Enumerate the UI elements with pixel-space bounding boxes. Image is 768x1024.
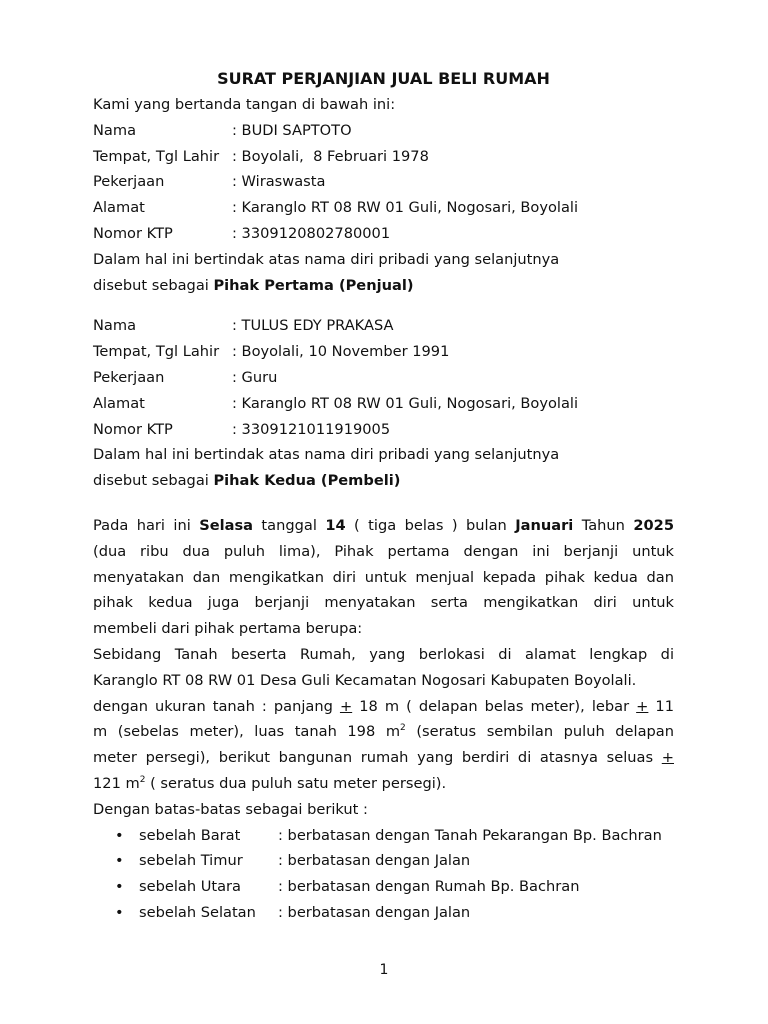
agreement-line: membeli dari pihak pertama berupa: — [93, 620, 363, 638]
second-party-ktp-row — [93, 417, 674, 443]
first-party-name-row — [93, 118, 674, 144]
text: ( tiga belas ) bulan — [345, 516, 516, 534]
second-party-role: Pihak Kedua (Pembeli) — [213, 472, 401, 490]
field-label: Nama — [93, 121, 137, 139]
field-label: Nama — [93, 317, 137, 335]
field-label: Pekerjaan — [93, 173, 165, 191]
agreement-line — [93, 513, 674, 539]
text: Tahun — [573, 516, 634, 534]
field-value: : 3309121011919005 — [232, 420, 391, 438]
superscript: 2 — [139, 774, 146, 785]
plus-minus-symbol: + — [636, 697, 649, 715]
agreement-line: menyatakan dan mengikatkan diri untuk menjual kepada pihak kedua dan — [93, 568, 674, 586]
boundary-label: sebelah Utara — [139, 878, 241, 896]
field-value: : Boyolali, 10 November 1991 — [232, 343, 450, 361]
boundary-text: : berbatasan dengan Jalan — [278, 852, 471, 870]
agreement-line — [93, 694, 674, 720]
list-item — [93, 848, 674, 874]
field-label: Nomor KTP — [93, 224, 173, 242]
agreement-year: 2025 — [633, 516, 674, 534]
bullet-icon: • — [115, 878, 124, 896]
boundary-label: sebelah Timur — [139, 852, 243, 870]
field-label: Nomor KTP — [93, 420, 173, 438]
role-prefix: disebut sebagai — [93, 472, 214, 490]
bullet-icon: • — [115, 826, 124, 844]
superscript: 2 — [400, 723, 406, 734]
text: ( seratus dua puluh satu meter persegi). — [145, 774, 447, 792]
field-label: Tempat, Tgl Lahir — [93, 147, 220, 165]
field-value: : Wiraswasta — [232, 173, 326, 191]
list-item — [93, 823, 674, 849]
agreement-line — [93, 745, 674, 771]
plus-minus-symbol: + — [661, 749, 674, 767]
boundary-text: : berbatasan dengan Tanah Pekarangan Bp. Bachran — [278, 826, 662, 844]
text: tanggal — [253, 516, 326, 534]
first-party-role: Pihak Pertama (Penjual) — [213, 276, 414, 294]
second-party-birth-row — [93, 339, 674, 365]
second-party-statement: Dalam hal ini bertindak atas nama diri pribadi yang selanjutnya — [93, 446, 560, 464]
first-party-ktp-row — [93, 221, 674, 247]
text: (seratus sembilan puluh delapan — [405, 723, 674, 741]
text: m (sebelas meter), luas tanah 198 m — [93, 723, 401, 741]
agreement-date: 14 — [325, 516, 346, 534]
agreement-line — [93, 719, 674, 745]
field-label: Tempat, Tgl Lahir — [93, 343, 220, 361]
text: dengan ukuran tanah : panjang — [93, 697, 340, 715]
first-party-job-row — [93, 169, 674, 195]
agreement-day: Selasa — [199, 516, 253, 534]
text: meter persegi), berikut bangunan rumah yang berdiri di atasnya seluas — [93, 749, 662, 767]
field-label: Alamat — [93, 394, 145, 412]
boundary-label: sebelah Barat — [139, 826, 241, 844]
agreement-line: Sebidang Tanah beserta Rumah, yang berlokasi di alamat lengkap di — [93, 645, 674, 663]
page-number: 1 — [379, 962, 389, 978]
second-party-name-row — [93, 313, 674, 339]
document-title: SURAT PERJANJIAN JUAL BELI RUMAH — [217, 69, 550, 88]
first-party-birth-row — [93, 144, 674, 170]
boundaries-list — [93, 823, 674, 926]
role-prefix: disebut sebagai — [93, 276, 214, 294]
field-value: : Karanglo RT 08 RW 01 Guli, Nogosari, Boyolali — [232, 394, 579, 412]
field-value: : Guru — [232, 368, 278, 386]
field-label: Alamat — [93, 199, 145, 217]
text: Pada hari ini — [93, 516, 200, 534]
intro-text: Kami yang bertanda tangan di bawah ini: — [93, 96, 396, 113]
text: 11 — [648, 697, 675, 715]
second-party-block — [93, 313, 674, 494]
field-value: : BUDI SAPTOTO — [232, 121, 352, 139]
list-item — [93, 874, 674, 900]
agreement-line: Karanglo RT 08 RW 01 Desa Guli Kecamatan Nogosari Kabupaten Boyolali. — [93, 671, 637, 689]
field-label: Pekerjaan — [93, 368, 165, 386]
first-party-role-line — [93, 273, 674, 299]
boundary-text: : berbatasan dengan Rumah Bp. Bachran — [278, 878, 580, 896]
agreement-line — [93, 771, 674, 797]
boundary-label: sebelah Selatan — [139, 903, 256, 921]
boundary-text: : berbatasan dengan Jalan — [278, 903, 471, 921]
first-party-address-row — [93, 195, 674, 221]
document-page — [93, 66, 674, 926]
first-party-block — [93, 118, 674, 299]
second-party-role-line — [93, 468, 674, 494]
bullet-icon: • — [115, 903, 124, 921]
agreement-body — [93, 513, 674, 823]
boundaries-intro: Dengan batas-batas sebagai berikut : — [93, 800, 368, 818]
second-party-job-row — [93, 365, 674, 391]
first-party-statement: Dalam hal ini bertindak atas nama diri pribadi yang selanjutnya — [93, 250, 560, 268]
second-party-address-row — [93, 391, 674, 417]
bullet-icon: • — [115, 852, 124, 870]
agreement-month: Januari — [515, 516, 574, 534]
plus-minus-symbol: + — [339, 697, 353, 715]
field-value: : 3309120802780001 — [232, 224, 391, 242]
agreement-line: (dua ribu dua puluh lima), Pihak pertama dengan ini berjanji untuk — [93, 542, 674, 560]
text: 18 m ( delapan belas meter), lebar — [352, 697, 637, 715]
field-value: : Boyolali, 8 Februari 1978 — [232, 147, 429, 165]
text: 121 m — [93, 774, 140, 792]
field-value: : TULUS EDY PRAKASA — [232, 317, 394, 335]
field-value: : Karanglo RT 08 RW 01 Guli, Nogosari, Boyolali — [232, 199, 579, 217]
agreement-line: pihak kedua juga berjanji menyatakan serta mengikatkan diri untuk — [93, 594, 674, 612]
list-item — [93, 900, 674, 926]
